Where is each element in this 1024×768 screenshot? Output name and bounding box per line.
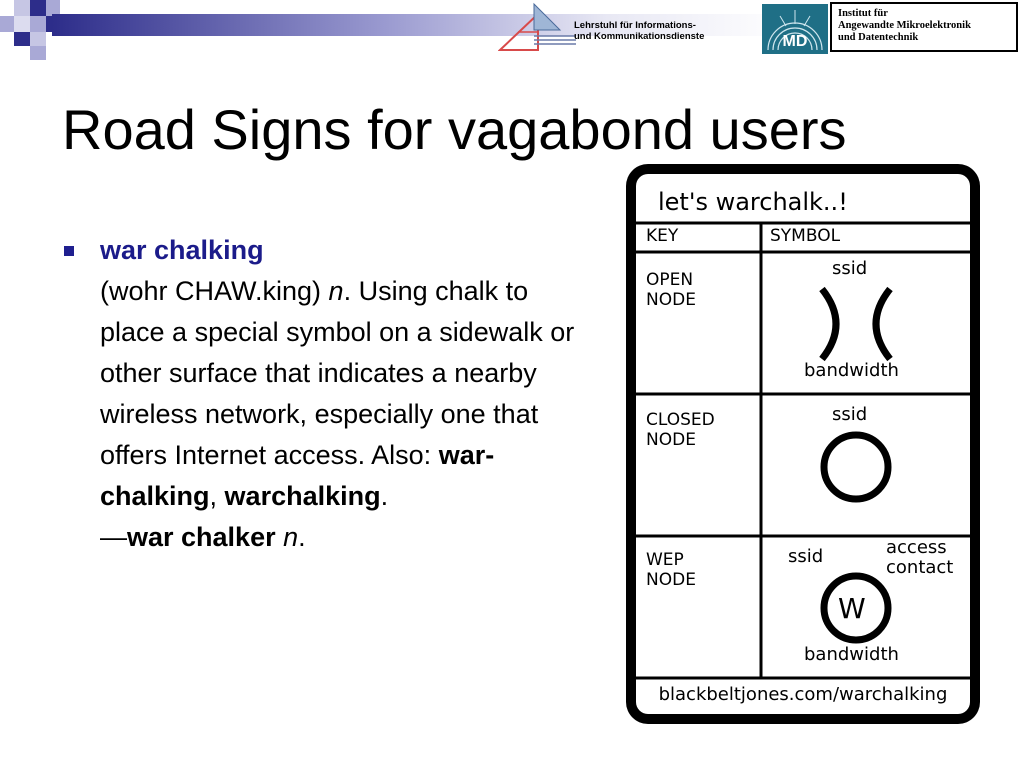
wep-node-label-line1: WEP bbox=[646, 550, 684, 570]
warchalk-card-inner bbox=[636, 174, 970, 714]
variant-separator: , bbox=[209, 481, 225, 511]
pronunciation: (wohr CHAW.king) bbox=[100, 276, 329, 306]
closed-node-label-line1: CLOSED bbox=[646, 410, 715, 430]
card-footer-url: blackbeltjones.com/warchalking bbox=[658, 684, 948, 705]
column-symbol-header: SYMBOL bbox=[770, 226, 841, 246]
md-logo-text: MD bbox=[782, 33, 808, 50]
access-label: access bbox=[886, 537, 947, 558]
wep-node-label-line2: NODE bbox=[646, 570, 696, 590]
wep-node-label bbox=[646, 550, 746, 590]
institute-line2: Angewandte Mikroelektronik bbox=[838, 20, 971, 31]
chair-name bbox=[574, 20, 704, 42]
open-node-label-line1: OPEN bbox=[646, 270, 694, 290]
wep-node-bandwidth: bandwidth bbox=[804, 644, 899, 665]
part-of-speech: n bbox=[328, 276, 344, 306]
chair-name-line1: Lehrstuhl für Informations- bbox=[574, 20, 696, 31]
chair-name-line2: und Kommunikationsdienste bbox=[574, 31, 705, 42]
closed-node-label bbox=[646, 410, 746, 450]
open-node-bandwidth: bandwidth bbox=[804, 360, 899, 381]
contact-label: contact bbox=[886, 557, 954, 578]
warchalk-card bbox=[626, 164, 980, 724]
slide-title: Road Signs for vagabond users bbox=[62, 98, 847, 161]
open-node-ssid: ssid bbox=[832, 258, 868, 279]
bullet-item bbox=[100, 230, 600, 558]
institute-line1: Institut für bbox=[838, 8, 888, 19]
bullet-marker bbox=[64, 246, 74, 256]
agent-end: . bbox=[298, 522, 306, 552]
variant-1: war-chalking bbox=[100, 440, 495, 511]
agent-term: war chalker bbox=[127, 522, 276, 552]
term-heading: war chalking bbox=[100, 235, 264, 265]
closed-node-icon bbox=[824, 435, 888, 499]
wep-node-ssid: ssid bbox=[788, 546, 824, 567]
wep-glyph: W bbox=[838, 592, 866, 625]
institute-box bbox=[830, 2, 1018, 52]
column-key-header: KEY bbox=[646, 226, 679, 246]
open-node-icon bbox=[822, 289, 890, 359]
open-node-label bbox=[646, 270, 746, 310]
institute-line3: und Datentechnik bbox=[838, 32, 919, 43]
agent-part-of-speech: n bbox=[283, 522, 299, 552]
variant-2: warchalking bbox=[224, 481, 381, 511]
wep-node-access-contact bbox=[886, 538, 953, 578]
card-title: let's warchalk..! bbox=[658, 188, 848, 216]
definition: . Using chalk to place a special symbol on a sidewalk or other surface that indicates a nearby wireless network, especially one that offers Internet access. Also: bbox=[100, 276, 575, 470]
open-node-label-line2: NODE bbox=[646, 290, 696, 310]
closed-node-ssid: ssid bbox=[832, 404, 868, 425]
closed-node-label-line2: NODE bbox=[646, 430, 696, 450]
em-dash: — bbox=[100, 522, 127, 552]
md-logo bbox=[762, 4, 828, 54]
variant-period: . bbox=[380, 481, 389, 511]
